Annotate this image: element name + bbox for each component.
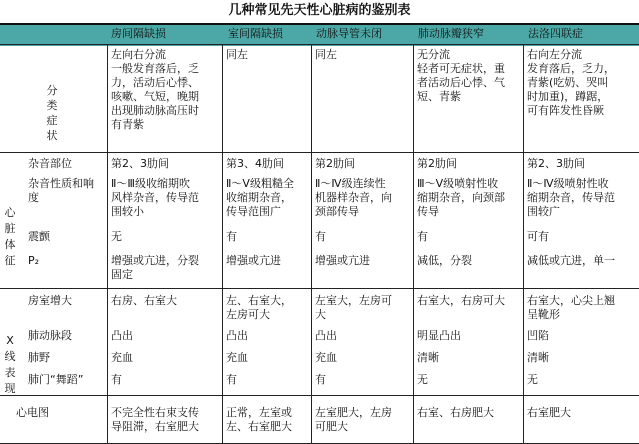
col-rule-1: [107, 44, 108, 444]
group-label-clinical: [45, 68, 59, 158]
label-chamber-enlargement: 房室增大: [28, 294, 72, 307]
murmur-quality-asd: Ⅱ～Ⅲ级收缩期吹 风样杂音，传导范 围较小: [111, 177, 199, 218]
label-pulmonary-artery-segment: 肺动脉段: [28, 329, 72, 342]
label-ecg: 心电图: [16, 406, 49, 419]
col-rule-2: [222, 44, 223, 444]
group-label-xray: [3, 318, 17, 412]
thrill-vsd: 有: [226, 230, 237, 243]
ecg-vsd: 正常，左室或 左、右室肥大: [226, 406, 292, 433]
pa-segment-pda: 凸出: [315, 329, 337, 342]
lung-field-vsd: 充血: [226, 351, 248, 364]
label-thrill: 震颤: [28, 230, 50, 243]
murmur-quality-ps: Ⅲ～Ⅴ级喷射性收 缩期杂音，向颈部 传导: [417, 177, 505, 218]
chamber-vsd: 左、右室大， 左房可大: [226, 294, 292, 321]
pa-segment-tof: 凹陷: [527, 329, 549, 342]
rule-after-symptoms: [0, 152, 639, 153]
chamber-pda: 左室大，左房可 大: [315, 294, 392, 321]
p2-ps: 减低，分裂: [417, 254, 472, 267]
hilar-dance-pda: 有: [315, 373, 326, 386]
col-rule-3: [311, 44, 312, 444]
murmur-position-tof: 第2、3肋间: [527, 157, 585, 170]
group-xray-text: X线表现: [4, 334, 16, 395]
label-lung-field: 肺野: [28, 351, 50, 364]
chamber-asd: 右房、右室大: [111, 294, 177, 307]
symptom-tof: 右向左分流 发育落后，乏力， 青紫(吃奶、哭叫 时加重)，蹲踞， 可有阵发性昏厥: [527, 48, 615, 117]
symptom-ps: 无分流 轻者可无症状，重 者活动后心悸、气 短、青紫: [417, 48, 505, 103]
chamber-tof: 右室大，心尖上翘 呈靴形: [527, 294, 615, 321]
pa-segment-ps: 明显凸出: [417, 329, 461, 342]
group-label-heart: [3, 190, 17, 284]
table-title: 几种常见先天性心脏病的鉴别表: [228, 3, 411, 18]
ecg-tof: 右室肥大: [527, 406, 571, 419]
murmur-position-vsd: 第3、4肋间: [226, 157, 284, 170]
lung-field-tof: 清晰: [527, 351, 549, 364]
symptom-asd: 左向右分流 一般发育落后，乏 力，活动后心悸、 咳嗽、气短，晚期 出现肺动脉高压时 有青紫: [111, 48, 199, 131]
p2-pda: 增强或亢进: [315, 254, 370, 267]
hilar-dance-tof: 无: [527, 373, 538, 386]
pa-segment-asd: 凸出: [111, 329, 133, 342]
symptom-vsd: 同左: [226, 48, 248, 61]
header-ps: 肺动脉瓣狭窄: [418, 27, 484, 40]
label-murmur-quality: 杂音性质和响 度: [28, 177, 94, 204]
rule-header-bottom: [0, 44, 639, 45]
header-asd: 房间隔缺损: [111, 27, 166, 40]
pa-segment-vsd: 凸出: [226, 329, 248, 342]
murmur-position-asd: 第2、3肋间: [111, 157, 169, 170]
murmur-quality-pda: Ⅱ～Ⅳ级连续性 机器样杂音，向 颈部传导: [315, 177, 392, 218]
group-heart-text: 心脏体征: [4, 206, 16, 267]
hilar-dance-asd: 有: [111, 373, 122, 386]
lung-field-asd: 充血: [111, 351, 133, 364]
p2-tof: 减低或亢进，单一: [527, 254, 615, 267]
chamber-ps: 右室大，右房可大: [417, 294, 505, 307]
p2-asd: 增强或亢进，分裂 固定: [111, 254, 199, 281]
header-tof: 法洛四联症: [528, 27, 583, 40]
header-vsd: 室间隔缺损: [228, 27, 283, 40]
ecg-pda: 左室肥大，左房 可肥大: [315, 406, 392, 433]
thrill-asd: 无: [111, 230, 122, 243]
hilar-dance-vsd: 有: [226, 373, 237, 386]
thrill-pda: 有: [315, 230, 326, 243]
rule-after-heart-signs: [0, 288, 639, 289]
thrill-ps: 有: [417, 230, 428, 243]
lung-field-ps: 清晰: [417, 351, 439, 364]
col-rule-4: [413, 44, 414, 444]
murmur-quality-tof: Ⅱ～Ⅳ级喷射性收 缩期杂音，传导范 围较广: [527, 177, 615, 218]
hilar-dance-ps: 无: [417, 373, 428, 386]
ecg-ps: 右室、右房肥大: [417, 406, 494, 419]
rule-after-xray: [0, 395, 639, 396]
thrill-tof: 可有: [527, 230, 549, 243]
murmur-position-pda: 第2肋间: [315, 157, 355, 170]
header-pda: 动脉导管未闭: [316, 27, 382, 40]
label-p2: P₂: [28, 254, 40, 267]
murmur-quality-vsd: Ⅱ～Ⅴ级粗糙全 收缩期杂音， 传导范围广: [226, 177, 294, 218]
ecg-asd: 不完全性右束支传 导阻滞，右室肥大: [111, 406, 199, 433]
p2-vsd: 增强或亢进: [226, 254, 281, 267]
col-rule-5: [523, 44, 524, 444]
murmur-position-ps: 第2肋间: [417, 157, 457, 170]
label-murmur-position: 杂音部位: [28, 157, 72, 170]
lung-field-pda: 充血: [315, 351, 337, 364]
label-hilar-dance: 肺门“舞蹈”: [28, 373, 84, 386]
group-clinical-text: 分类症状: [46, 84, 58, 142]
symptom-pda: 同左: [315, 48, 337, 61]
